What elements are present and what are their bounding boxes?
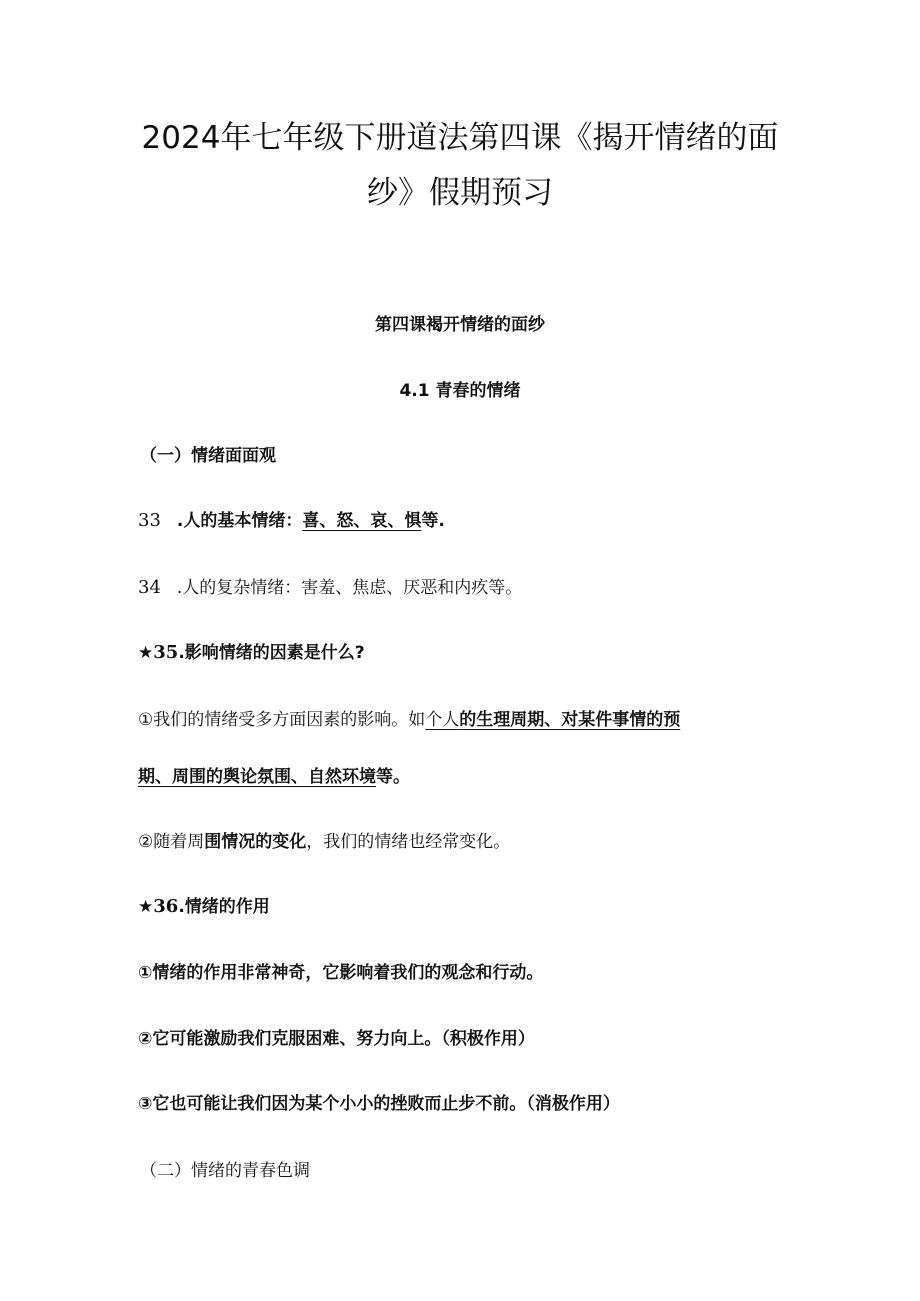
item-35-para1-line1 bbox=[138, 705, 680, 730]
item-35-para2-end: ，我们的情绪也经常变化。 bbox=[306, 832, 511, 852]
section-heading: 4.1 青春的情绪 bbox=[399, 381, 521, 401]
star-icon: ★ bbox=[138, 897, 154, 917]
item-35-para2-start: ②随着周 bbox=[138, 832, 205, 852]
item-33 bbox=[138, 506, 445, 531]
item-33-suffix: 等. bbox=[421, 511, 445, 531]
item-35-para1-underlined: 个人 bbox=[425, 710, 460, 730]
item-35-para2 bbox=[138, 827, 510, 852]
item-36-heading bbox=[138, 892, 270, 917]
item-35-heading bbox=[138, 638, 365, 663]
item-36-line-3: ③它也可能让我们因为某个小小的挫败而止步不前。（消极作用） bbox=[138, 1094, 620, 1114]
item-35-para1-underlined-bold: 的生理周期、对某件事情的预 bbox=[459, 710, 681, 730]
item-35-number: 35 bbox=[153, 642, 179, 663]
item-33-prefix: .人的基本情绪： bbox=[176, 511, 303, 531]
item-36-line-1: ①情绪的作用非常神奇，它影响着我们的观念和行动。 bbox=[138, 963, 544, 983]
item-33-number: 33 bbox=[138, 510, 161, 531]
part-one-heading: （一）情绪面面观 bbox=[140, 446, 276, 466]
item-35-para1-line2 bbox=[138, 762, 410, 787]
item-34-number: 34 bbox=[138, 577, 161, 598]
item-34 bbox=[138, 573, 522, 598]
item-34-text: .人的复杂情绪：害羞、焦虑、厌恶和内疚等。 bbox=[176, 578, 523, 598]
item-35-para1-plain: ①我们的情绪受多方面因素的影响。如 bbox=[138, 710, 426, 730]
document-title-line2: 纱》假期预习 bbox=[367, 175, 553, 211]
chapter-heading: 第四课褐开情绪的面纱 bbox=[375, 315, 545, 335]
item-36-text: .情绪的作用 bbox=[178, 897, 270, 917]
item-33-content: 喜、怒、哀、惧 bbox=[302, 511, 422, 531]
item-36-number: 36 bbox=[153, 896, 179, 917]
item-35-text: .影响情绪的因素是什么? bbox=[178, 643, 365, 663]
item-36-line-2: ②它可能激励我们克服困难、努力向上。（积极作用） bbox=[138, 1029, 535, 1049]
star-icon: ★ bbox=[138, 643, 154, 663]
item-35-para2-bold: 围情况的变化 bbox=[204, 832, 307, 852]
part-two-heading: （二）情绪的青春色调 bbox=[140, 1161, 310, 1181]
item-35-para1-line2-underlined: 期、周围的舆论氛围、自然环境 bbox=[138, 767, 376, 787]
item-35-para1-line2-end: 等。 bbox=[376, 767, 410, 787]
document-title-line1: 2024年七年级下册道法第四课《揭开情绪的面 bbox=[141, 120, 779, 156]
